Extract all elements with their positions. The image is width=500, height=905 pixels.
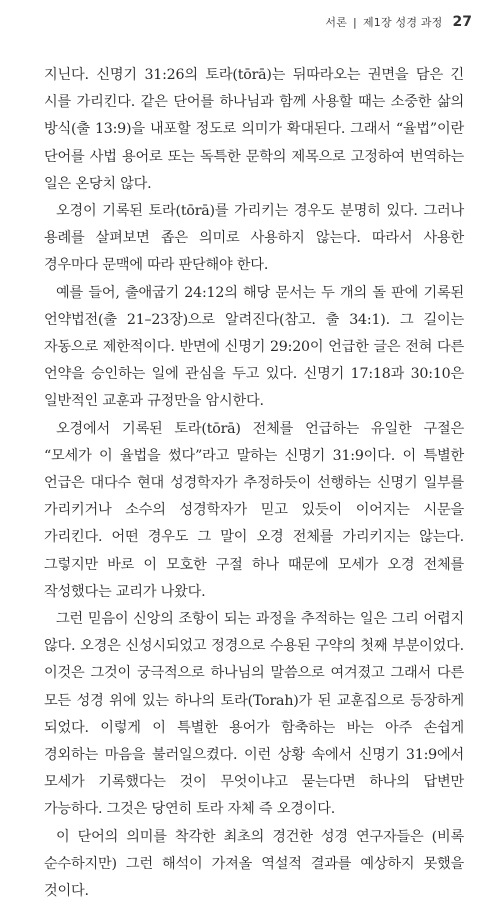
paragraph-5: 그런 믿음이 신앙의 조항이 되는 과정을 추적하는 일은 그리 어렵지 않다. 오경은 신성시되었고 정경으로 수용된 구약의 첫째 부분이었다. 이것은 그것이 궁극적으로 하나님의 말씀으로 여겨졌고 그래서 다른 모든 성경 위에 있는 하나의 토라(Torah)가 된 교훈집으로 등장하게 되었다. 이렇게 이 특별한 용어가 함축하는 바는 아주 손쉽게 경외하는 마음을 불러일으켰다. 이런 상황 속에서 신명기 31:9에서 모세가 기록했다는 것이 무엇이냐고 묻는다면 하나의 답변만 가능하다. 그것은 당연히 토라 자체 즉 오경이다. — [44, 611, 464, 818]
header-divider: | — [353, 16, 357, 29]
paragraph-2: 오경이 기록된 토라(tōrā)를 가리키는 경우도 분명히 있다. 그러나 용례를 살펴보면 좁은 의미로 사용하지 않는다. 따라서 사용한 경우마다 문맥에 따라 판단해야 한다. — [44, 203, 464, 274]
paragraph-1: 지닌다. 신명기 31:26의 토라(tōrā)는 뒤따라오는 권면을 담은 긴 시를 가리킨다. 같은 단어를 하나님과 함께 사용할 때는 소중한 삶의 방식(출 13:9)을 내포할 정도로 의미가 확대된다. 그래서 “율법”이란 단어를 사법 용어로 또는 독특한 문학의 제목으로 고정하여 번역하는 일은 온당치 않다. — [44, 67, 464, 192]
paragraph-6: 이 단어의 의미를 착각한 최초의 경건한 성경 연구자들은 (비록 순수하지만) 그런 해석이 가져올 역설적 결과를 예상하지 못했을 것이다. — [44, 828, 464, 900]
body-text — [44, 62, 464, 905]
header-section: 서론 — [325, 16, 348, 29]
running-header — [325, 14, 472, 30]
paragraph-4: 오경에서 기록된 토라(tōrā) 전체를 언급하는 유일한 구절은 “모세가 이 율법을 썼다”라고 말하는 신명기 31:9이다. 이 특별한 언급은 대다수 현대 성경학자가 추정하듯이 선행하는 신명기 일부를 가리키거나 소수의 성경학자가 믿고 있듯이 이어지는 시문을 가리킨다. 어떤 경우도 그 말이 오경 전체를 가리키지는 않는다. 그렇지만 바로 이 모호한 구절 하나 때문에 모세가 오경 전체를 작성했다는 교리가 나왔다. — [44, 420, 464, 600]
page-number: 27 — [452, 14, 472, 30]
header-chapter: 제1장 성경 과정 — [362, 16, 443, 29]
paragraph-3: 예를 들어, 출애굽기 24:12의 해당 문서는 두 개의 돌 판에 기록된 언약법전(출 21–23장)으로 알려진다(참고. 출 34:1). 그 길이는 자동으로 제한적이다. 반면에 신명기 29:20이 언급한 글은 전혀 다른 언약을 승인하는 일에 관심을 두고 있다. 신명기 17:18과 30:10은 일반적인 교훈과 규정만을 암시한다. — [44, 284, 464, 410]
